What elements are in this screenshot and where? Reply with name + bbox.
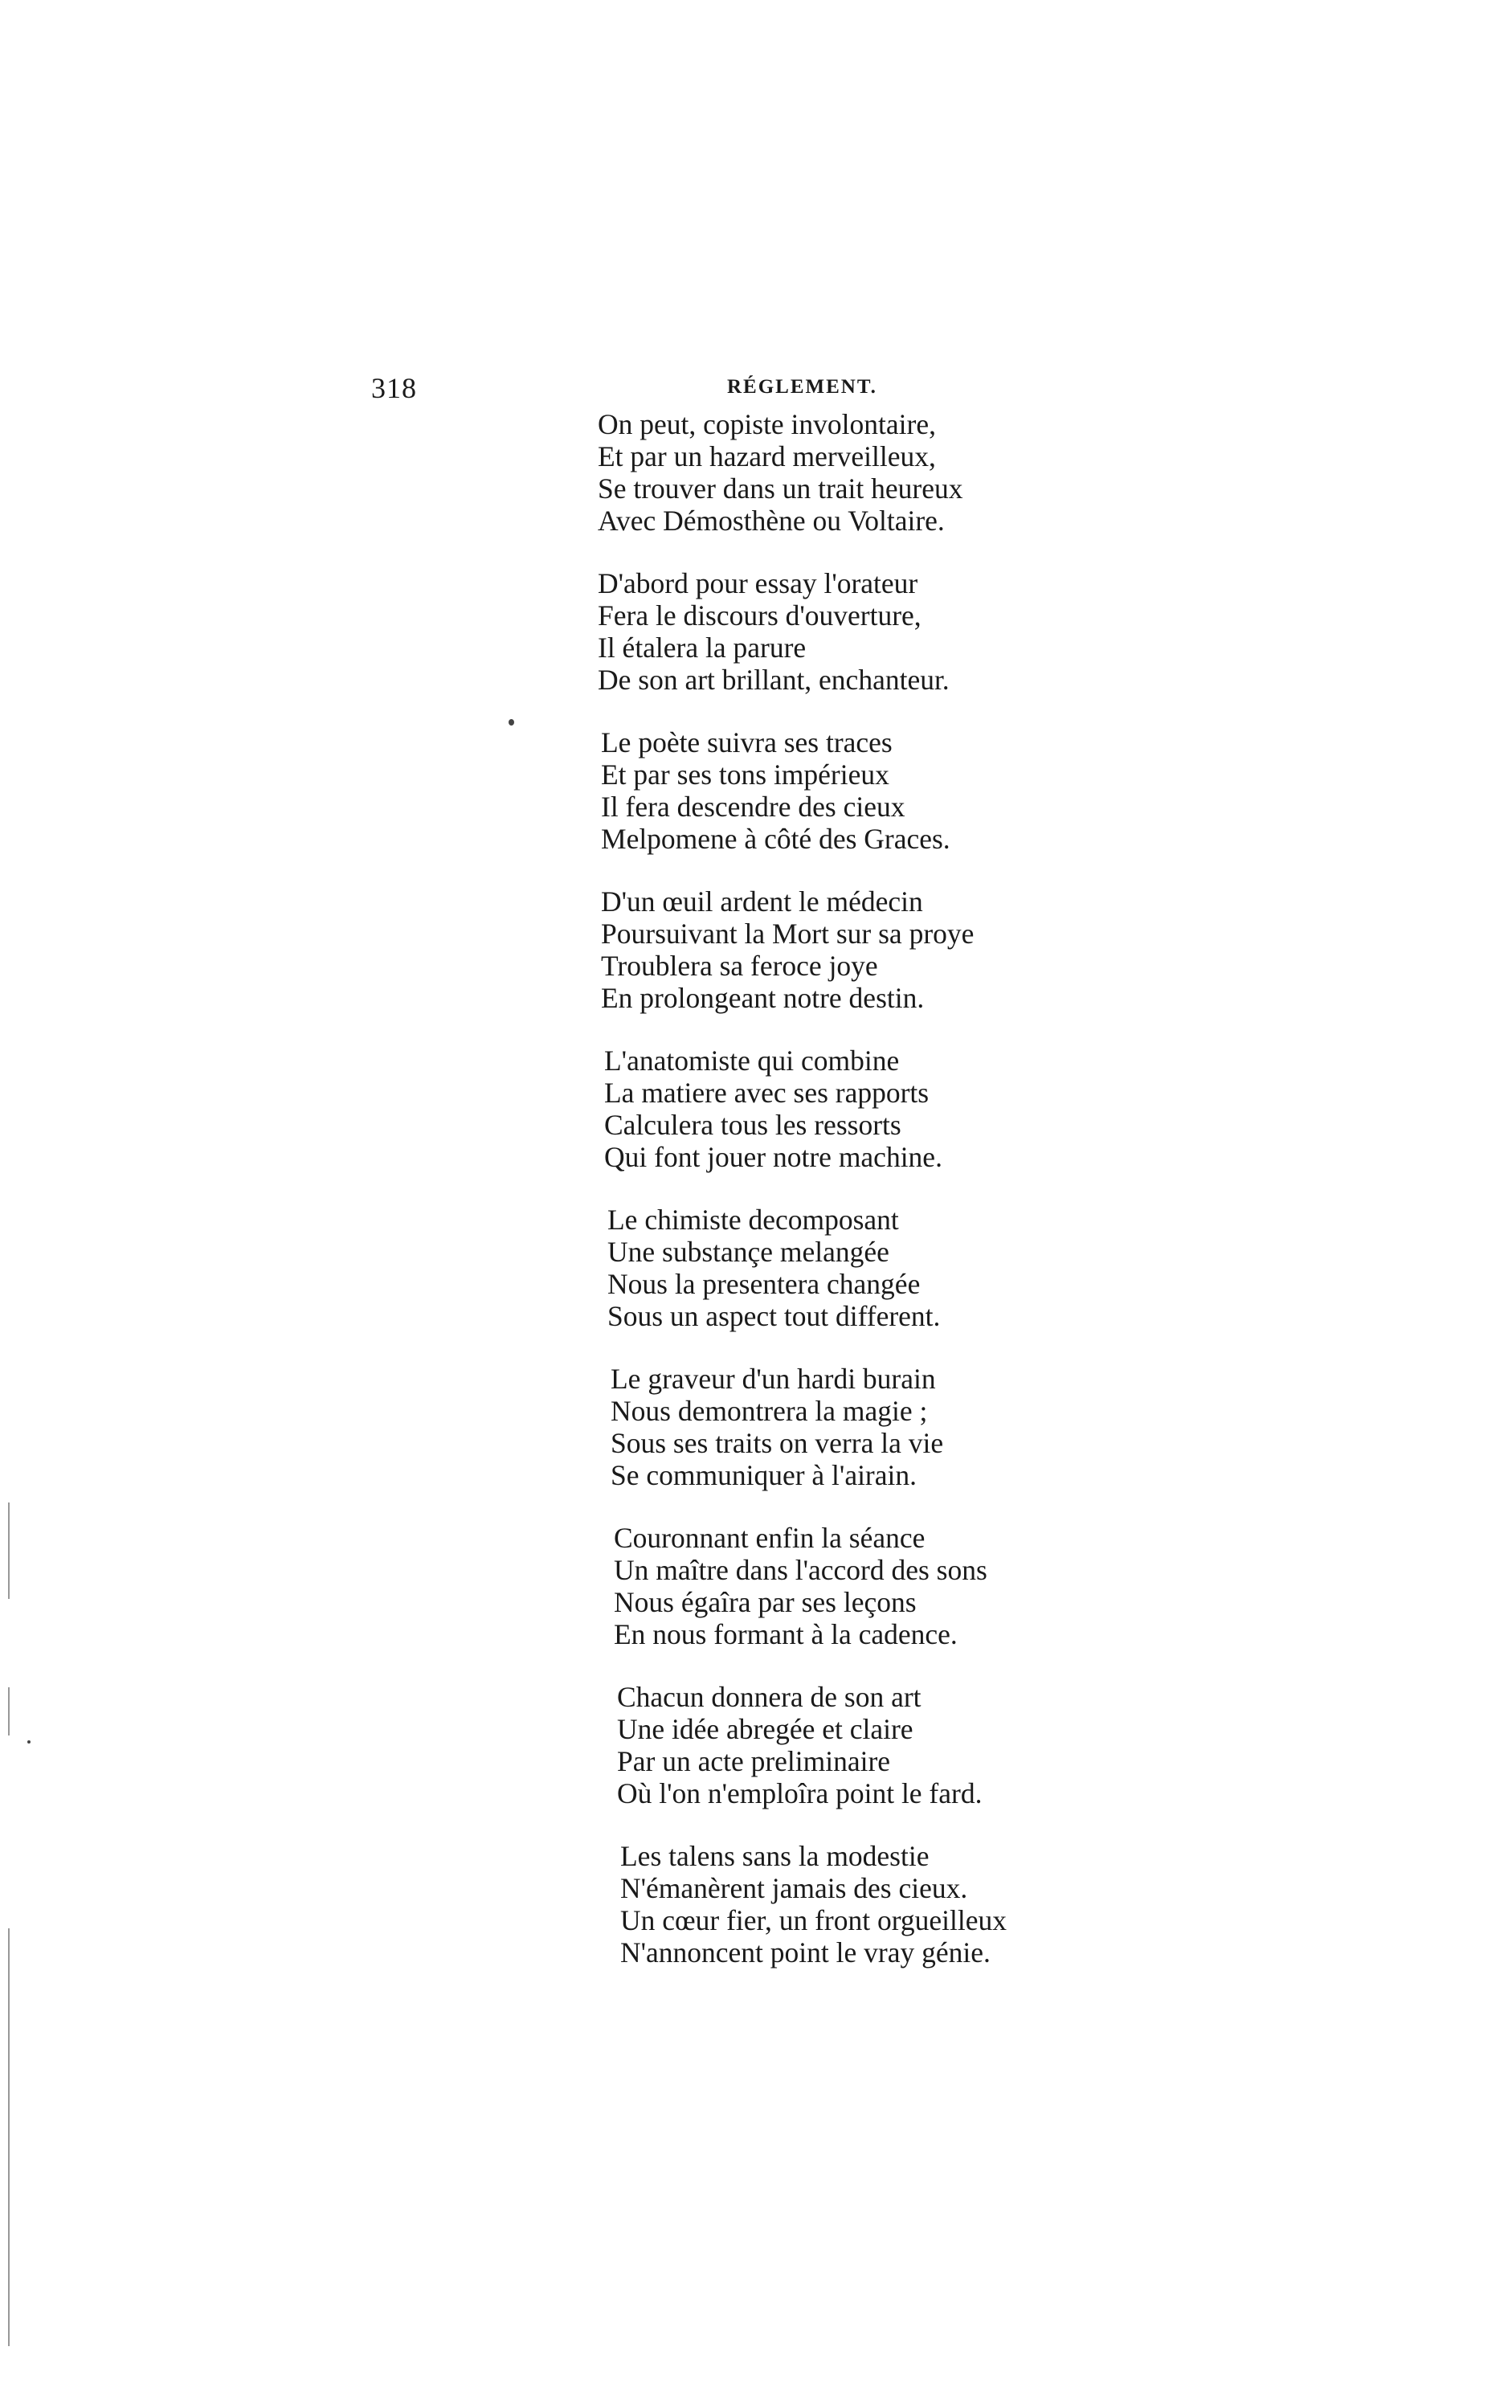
page-number: 318 xyxy=(371,372,417,404)
verse-line: Le poète suivra ses traces xyxy=(601,726,893,758)
stanza xyxy=(601,726,1321,855)
verse-line: Nous demontrera la magie ; xyxy=(611,1395,928,1427)
verse-line: Nous la presentera changée xyxy=(607,1268,921,1300)
verse-line: Sous un aspect tout different. xyxy=(607,1300,941,1332)
verse-line: Une substançe melangée xyxy=(607,1236,889,1268)
verse-line: Et par ses tons impérieux xyxy=(601,758,889,791)
stanza xyxy=(598,408,1321,537)
verse-line: Le graveur d'un hardi burain xyxy=(611,1363,936,1395)
verse-line: Un cœur fier, un front orgueilleux xyxy=(620,1904,1007,1936)
stanza xyxy=(614,1522,1321,1650)
verse-line: Troublera sa feroce joye xyxy=(601,950,878,982)
verse-line: D'un œuil ardent le médecin xyxy=(601,885,923,918)
margin-mark xyxy=(8,1502,10,1599)
margin-mark xyxy=(8,1928,10,2346)
verse-line: Chacun donnera de son art xyxy=(617,1681,922,1713)
stanza xyxy=(604,1045,1321,1173)
verse-line: On peut, copiste involontaire, xyxy=(598,408,936,440)
stanza xyxy=(617,1681,1321,1809)
verse-line: Par un acte preliminaire xyxy=(617,1745,891,1777)
verse-line: D'abord pour essay l'orateur xyxy=(598,567,918,599)
verse-line: Un maître dans l'accord des sons xyxy=(614,1554,987,1586)
stanza xyxy=(598,567,1321,696)
verse-line: N'annoncent point le vray génie. xyxy=(620,1936,991,1969)
verse-line: N'émanèrent jamais des cieux. xyxy=(620,1872,968,1904)
verse-line: Il étalera la parure xyxy=(598,632,807,664)
verse-line: Fera le discours d'ouverture, xyxy=(598,599,922,632)
verse-line: Calculera tous les ressorts xyxy=(604,1109,901,1141)
verse-line: La matiere avec ses rapports xyxy=(604,1077,930,1109)
poem xyxy=(598,408,1321,1999)
verse-line: En prolongeant notre destin. xyxy=(601,982,925,1014)
verse-line: Couronnant enfin la séance xyxy=(614,1522,926,1554)
verse-line: Il fera descendre des cieux xyxy=(601,791,905,823)
ink-speck xyxy=(27,1740,31,1744)
verse-line: Poursuivant la Mort sur sa proye xyxy=(601,918,975,950)
verse-line: De son art brillant, enchanteur. xyxy=(598,664,950,696)
stanza xyxy=(620,1840,1321,1969)
stanza xyxy=(607,1204,1321,1332)
verse-line: L'anatomiste qui combine xyxy=(604,1045,900,1077)
verse-line: Se communiquer à l'airain. xyxy=(611,1459,917,1491)
verse-line: Melpomene à côté des Graces. xyxy=(601,823,950,855)
stanza xyxy=(611,1363,1321,1491)
verse-line: Le chimiste decomposant xyxy=(607,1204,899,1236)
running-head: RÉGLEMENT. xyxy=(727,376,877,398)
verse-line: Qui font jouer notre machine. xyxy=(604,1141,942,1173)
stanza xyxy=(601,885,1321,1014)
ink-speck xyxy=(509,719,514,726)
verse-line: Se trouver dans un trait heureux xyxy=(598,472,963,505)
verse-line: Et par un hazard merveilleux, xyxy=(598,440,936,472)
verse-line: Nous égaîra par ses leçons xyxy=(614,1586,917,1618)
verse-line: En nous formant à la cadence. xyxy=(614,1618,958,1650)
verse-line: Sous ses traits on verra la vie xyxy=(611,1427,944,1459)
verse-line: Avec Démosthène ou Voltaire. xyxy=(598,505,945,537)
verse-line: Où l'on n'emploîra point le fard. xyxy=(617,1777,983,1809)
verse-line: Les talens sans la modestie xyxy=(620,1840,930,1872)
margin-mark xyxy=(8,1687,10,1735)
verse-line: Une idée abregée et claire xyxy=(617,1713,913,1745)
